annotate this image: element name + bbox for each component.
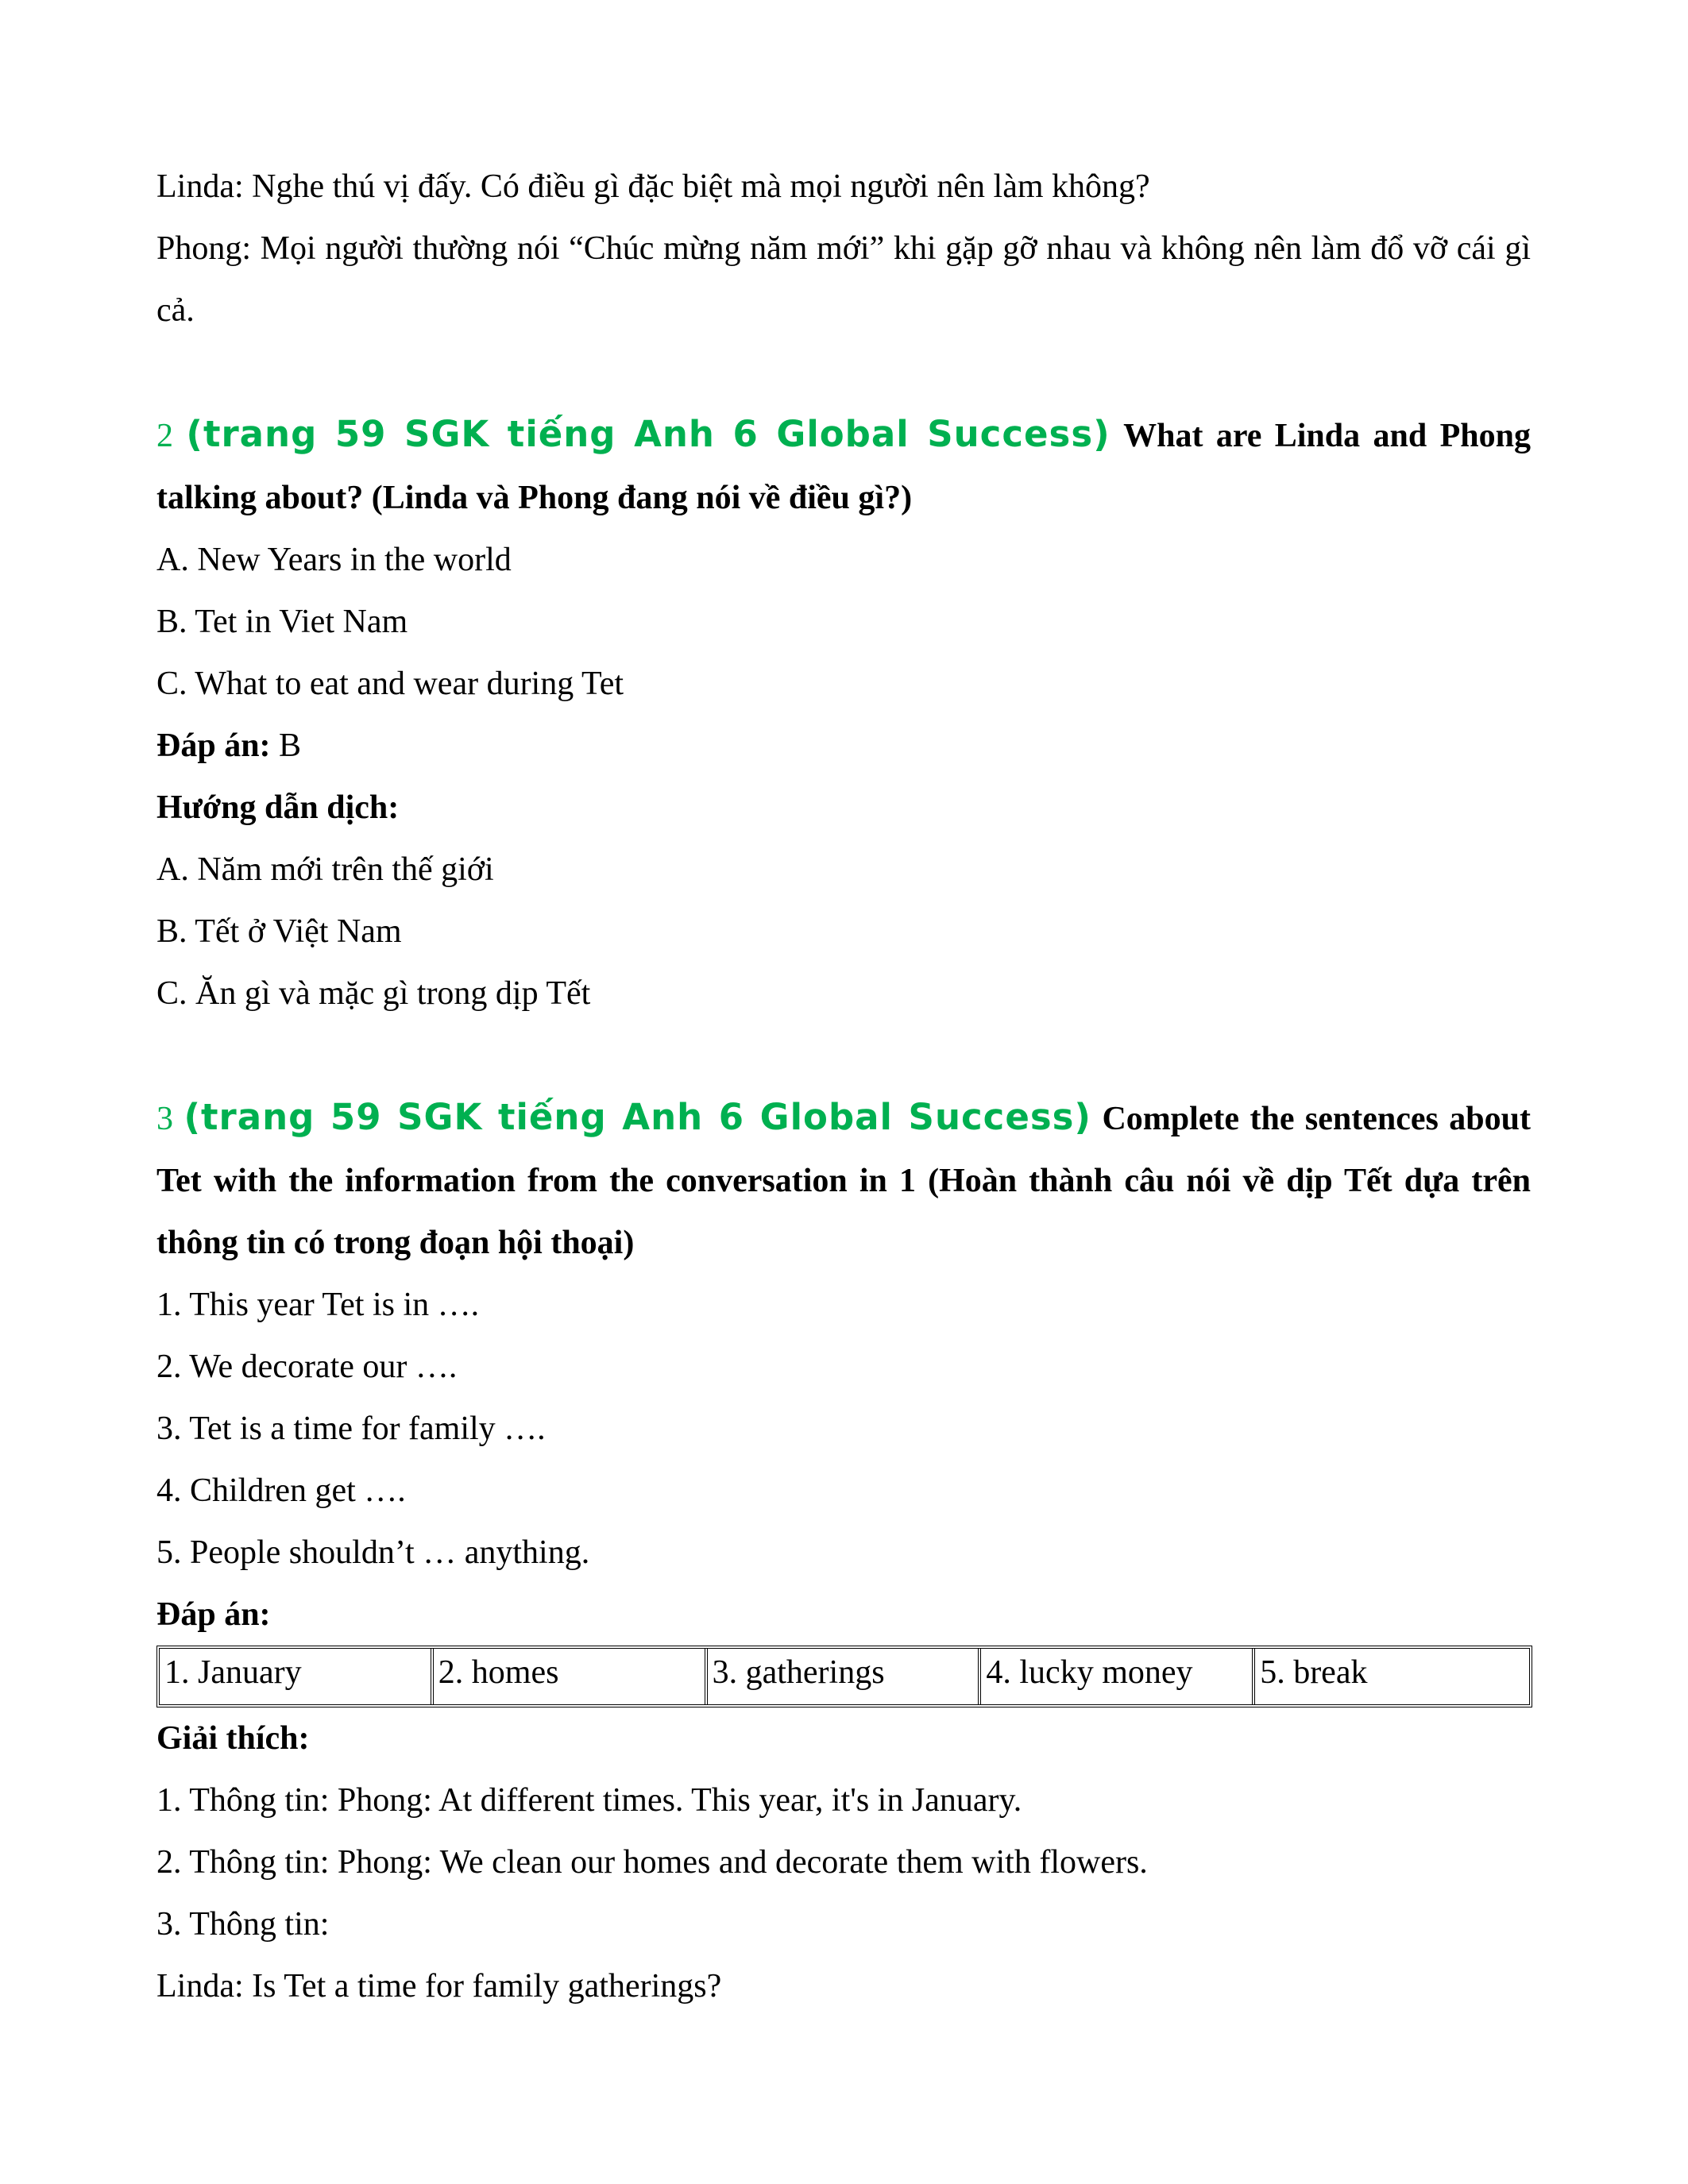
answer-cell: 2. homes xyxy=(434,1649,708,1704)
answer-table-row xyxy=(160,1649,1529,1704)
question-2-source: (trang 59 SGK tiếng Anh 6 Global Success) xyxy=(186,413,1111,455)
question-2-option-a: A. New Years in the world xyxy=(156,542,512,578)
document-page xyxy=(156,156,1531,2017)
question-2-translation-b: B. Tết ở Việt Nam xyxy=(156,913,402,950)
question-3-explanation-1: 1. Thông tin: Phong: At different times. This year, it's in January. xyxy=(156,1782,1022,1819)
question-2-option-b: B. Tet in Viet Nam xyxy=(156,604,408,640)
answer-cell: 5. break xyxy=(1260,1654,1368,1691)
question-3-item-3: 3. Tet is a time for family …. xyxy=(156,1410,546,1447)
question-2-heading xyxy=(156,403,1531,529)
intro-line-phong: Phong: Mọi người thường nói “Chúc mừng năm mới” khi gặp gỡ nhau và không nên làm đổ vỡ cái gì cả. xyxy=(156,230,1531,329)
spacer xyxy=(156,1024,1531,1086)
question-2-option-c: C. What to eat and wear during Tet xyxy=(156,666,624,702)
question-2-translation-c: C. Ăn gì và mặc gì trong dịp Tết xyxy=(156,975,591,1012)
question-3-item-1: 1. This year Tet is in …. xyxy=(156,1287,480,1323)
question-3-explanation-2: 2. Thông tin: Phong: We clean our homes and decorate them with flowers. xyxy=(156,1844,1148,1881)
spacer xyxy=(156,341,1531,403)
question-3-item-2: 2. We decorate our …. xyxy=(156,1349,458,1385)
answer-table xyxy=(156,1646,1532,1707)
question-3-answer-label: Đáp án: xyxy=(156,1596,271,1633)
answer-cell: 1. January xyxy=(160,1649,434,1704)
question-3-explanation-3: 3. Thông tin: xyxy=(156,1906,330,1943)
question-2-answer xyxy=(156,715,1531,777)
question-3-explanation-4: Linda: Is Tet a time for family gatherings? xyxy=(156,1968,722,2005)
question-2-translation-a: A. Năm mới trên thế giới xyxy=(156,851,494,888)
answer-label: Đáp án: xyxy=(156,727,271,764)
answer-value: B xyxy=(270,727,302,764)
answer-cell: 4. lucky money xyxy=(981,1649,1255,1704)
question-3-item-4: 4. Children get …. xyxy=(156,1472,406,1509)
question-3-number: 3 xyxy=(156,1101,173,1137)
question-3-explain-label: Giải thích: xyxy=(156,1720,310,1757)
question-3-source: (trang 59 SGK tiếng Anh 6 Global Success) xyxy=(183,1096,1091,1138)
question-3-item-5: 5. People shouldn’t … anything. xyxy=(156,1534,590,1571)
question-2-number: 2 xyxy=(156,418,173,454)
question-3-text: Complete the sentences about Tet with the information from the conversation in 1 (Hoàn thành câu nói về dịp Tết dựa trên thông tin có trong đoạn hội thoại) xyxy=(156,1101,1531,1261)
intro-line-linda: Linda: Nghe thú vị đấy. Có điều gì đặc biệt mà mọi người nên làm không? xyxy=(156,168,1150,205)
question-2-text: What are Linda and Phong talking about? (Linda và Phong đang nói về điều gì?) xyxy=(156,418,1532,516)
answer-cell: 3. gatherings xyxy=(708,1649,982,1704)
question-3-heading xyxy=(156,1086,1531,1274)
question-2-guide-label: Hướng dẫn dịch: xyxy=(156,789,400,826)
